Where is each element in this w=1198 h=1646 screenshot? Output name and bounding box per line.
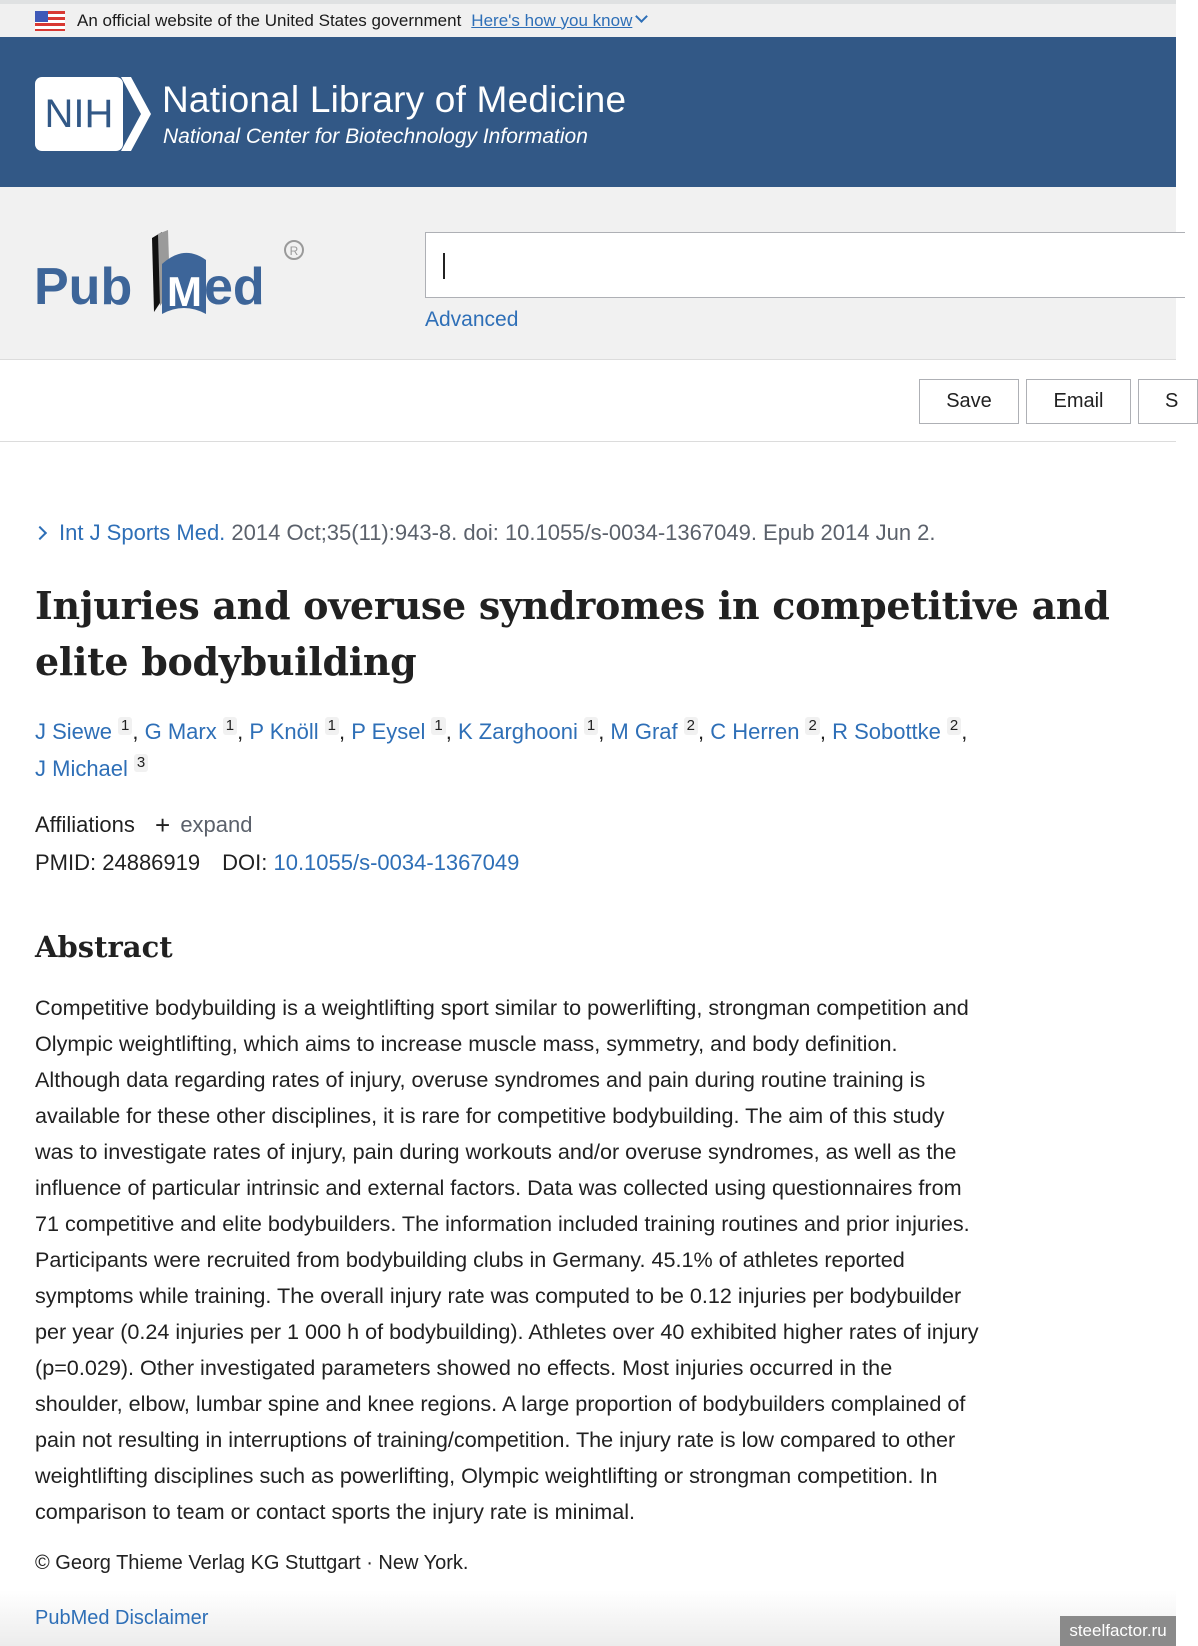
nih-header <box>0 37 1176 187</box>
send-to-button[interactable]: S <box>1138 379 1198 424</box>
svg-text:Pub: Pub <box>34 258 133 316</box>
article-title: Injuries and overuse syndromes in competitive and elite bodybuilding <box>35 583 1110 684</box>
affiliation-number[interactable]: 3 <box>134 754 148 772</box>
author-separator: , <box>961 719 968 744</box>
ncbi-subtitle: National Center for Biotechnology Information <box>163 125 588 148</box>
article-citation <box>35 520 936 546</box>
abstract-line: symptoms while training. The overall injury rate was computed to be 0.12 injuries per bodybuilder <box>35 1283 962 1308</box>
pmid-value: 24886919 <box>102 850 201 875</box>
abstract-line: available for these other disciplines, it is rare for competitive bodybuilding. The aim of this study <box>35 1103 945 1128</box>
action-bar <box>0 360 1179 442</box>
search-input[interactable] <box>425 232 1185 298</box>
abstract-text <box>35 990 1155 1530</box>
author-link[interactable]: P Eysel <box>351 719 426 744</box>
heres-how-you-know-link[interactable]: Here's how you know <box>471 10 633 30</box>
abstract-line: was to investigate rates of injury, pain during workouts and/or overuse syndromes, as well as the <box>35 1139 957 1164</box>
abstract-line: per year (0.24 injuries per 1 000 h of bodybuilding). Athletes over 40 exhibited higher rates of injury <box>35 1319 979 1344</box>
abstract-line: 71 competitive and elite bodybuilders. The information included training routines and prior injuries. <box>35 1211 970 1236</box>
affiliation-number[interactable]: 2 <box>805 717 819 735</box>
author-link[interactable]: P Knöll <box>249 719 319 744</box>
citation-details: 2014 Oct;35(11):943-8. doi: 10.1055/s-0034-1367049. Epub 2014 Jun 2. <box>225 520 936 545</box>
text-cursor <box>443 253 445 279</box>
pubmed-disclaimer-link[interactable]: PubMed Disclaimer <box>35 1607 209 1629</box>
affiliation-number[interactable]: 1 <box>325 717 339 735</box>
plus-icon[interactable]: + <box>155 810 171 840</box>
us-flag-icon <box>35 11 65 31</box>
email-button[interactable]: Email <box>1026 379 1131 424</box>
affiliation-number[interactable]: 1 <box>118 717 132 735</box>
doi-link[interactable]: 10.1055/s-0034-1367049 <box>273 850 520 875</box>
affiliations-row <box>35 808 253 839</box>
author-link[interactable]: C Herren <box>710 719 800 744</box>
gov-banner <box>0 0 1176 37</box>
affiliation-number[interactable]: 2 <box>684 717 698 735</box>
svg-text:M: M <box>167 268 202 315</box>
affiliations-label: Affiliations <box>35 812 135 837</box>
doi-label: DOI: <box>222 850 274 875</box>
abstract-line: shoulder, elbow, lumbar spine and knee regions. A large proportion of bodybuilders complained of <box>35 1391 966 1416</box>
journal-link[interactable]: Int J Sports Med. <box>59 520 226 545</box>
watermark: steelfactor.ru <box>1060 1616 1176 1646</box>
gov-banner-text: An official website of the United States government <box>77 10 462 30</box>
abstract-line: Olympic weightlifting, which aims to increase muscle mass, symmetry, and body definition. <box>35 1031 898 1056</box>
affiliation-number[interactable]: 1 <box>223 717 237 735</box>
abstract-line: influence of particular intrinsic and external factors. Data was collected using questionnaires from <box>35 1175 962 1200</box>
author-separator: , <box>237 719 250 744</box>
author-link[interactable]: J Siewe <box>35 719 113 744</box>
affiliation-number[interactable]: 2 <box>947 717 961 735</box>
nih-logo-text: NIH <box>44 92 114 136</box>
chevron-right-icon[interactable] <box>33 526 47 540</box>
pubmed-search-area <box>0 187 1176 360</box>
abstract-line: pain not resulting in interruptions of training/competition. The injury rate is low compared to other <box>35 1427 956 1452</box>
abstract-line: comparison to team or contact sports the injury rate is minimal. <box>35 1499 636 1524</box>
author-separator: , <box>819 719 833 744</box>
nih-logo[interactable] <box>35 77 151 151</box>
chevron-down-icon[interactable] <box>635 10 648 23</box>
expand-affiliations-button[interactable]: expand <box>180 812 253 837</box>
copyright-notice: © Georg Thieme Verlag KG Stuttgart · New York. <box>35 1552 469 1574</box>
author-link[interactable]: K Zarghooni <box>457 719 578 744</box>
pubmed-logo[interactable] <box>34 222 314 322</box>
abstract-line: Competitive bodybuilding is a weightlifting sport similar to powerlifting, strongman competition and <box>35 995 969 1020</box>
author-link[interactable]: R Sobottke <box>832 719 941 744</box>
author-separator: , <box>445 719 458 744</box>
nlm-title[interactable]: National Library of Medicine <box>162 79 627 120</box>
svg-text:ed: ed <box>204 258 265 316</box>
authors-list <box>35 713 1145 787</box>
author-link[interactable]: J Michael <box>35 756 128 781</box>
abstract-line: (p=0.029). Other investigated parameters showed no effects. Most injuries occurred in the <box>35 1355 893 1380</box>
author-separator: , <box>132 719 145 744</box>
save-button[interactable]: Save <box>919 379 1019 424</box>
abstract-line: Although data regarding rates of injury, overuse syndromes and pain during routine training is <box>35 1067 926 1092</box>
author-separator: , <box>338 719 352 744</box>
article-identifiers <box>35 850 519 876</box>
svg-text:R: R <box>289 244 299 258</box>
abstract-heading: Abstract <box>35 930 173 964</box>
pmid-label: PMID: <box>35 850 103 875</box>
affiliation-number[interactable]: 1 <box>431 717 445 735</box>
author-separator: , <box>698 719 711 744</box>
author-separator: , <box>598 719 611 744</box>
abstract-line: weightlifting disciplines such as powerlifting, Olympic weightlifting or strongman competition. In <box>35 1463 938 1488</box>
affiliation-number[interactable]: 1 <box>584 717 598 735</box>
advanced-search-link[interactable]: Advanced <box>425 308 519 331</box>
abstract-line: Participants were recruited from bodybuilding clubs in Germany. 45.1% of athletes reported <box>35 1247 905 1272</box>
author-link[interactable]: G Marx <box>144 719 217 744</box>
author-link[interactable]: M Graf <box>610 719 678 744</box>
